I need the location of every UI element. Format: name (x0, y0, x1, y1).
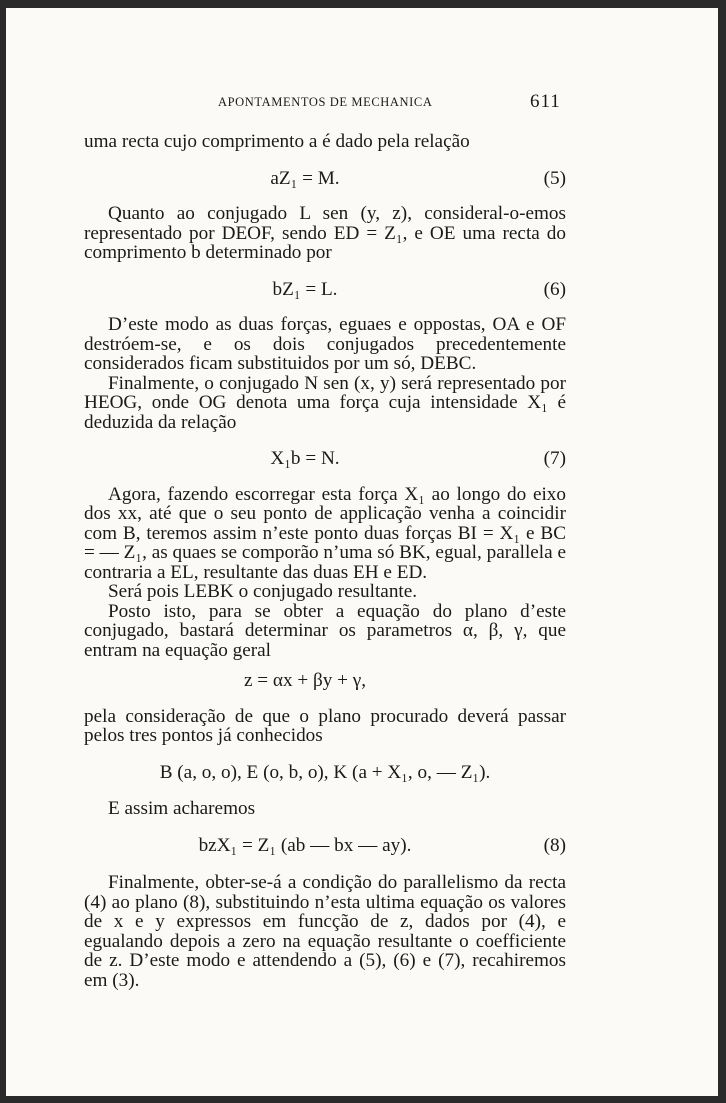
equation-7 (84, 449, 566, 469)
equation-formula: B (a, o, o), E (o, b, o), K (a + X₁, o, — Z₁). (159, 761, 491, 783)
equation-formula: X₁b = N. (270, 448, 340, 469)
equation-8 (84, 836, 566, 856)
equation-formula: aZ₁ = M. (270, 167, 340, 189)
paragraph: Finalmente, o conjugado N sen (x, y) será representado por HEOG, onde OG denota uma força cuja intensidade X₁ é deduzida da relação (84, 372, 566, 433)
paragraph: Será pois LEBK o conjugado resultante. (108, 581, 418, 602)
equation-number: (6) (543, 278, 566, 300)
page-number: 611 (530, 91, 561, 112)
equation-5 (84, 169, 566, 189)
book-page (6, 8, 718, 1096)
equation-general (84, 671, 566, 691)
paragraph: uma recta cujo comprimento a é dado pela relação (84, 131, 470, 152)
paragraph: Finalmente, obter-se-á a condição do parallelismo da recta (4) ao plano (8), substituindo n’esta ultima equação os valores de x e y expressos em funcção de z, dados por (4), e egualando depois a zero na equação resultante o coefficiente de z. D’este modo e attendendo a (5), (6) e (7), recahiremos em (3). (84, 872, 566, 991)
paragraph: Quanto ao conjugado L sen (y, z), consideral-o-emos representado por DEOF, sendo ED = Z₁, e OE uma recta do comprimento b determinado por (84, 203, 566, 263)
equation-formula: z = αx + βy + γ, (243, 670, 367, 691)
equation-points (84, 763, 566, 783)
page-header (6, 92, 718, 116)
paragraph: Agora, fazendo escorregar esta força X₁ ao longo do eixo dos xx, até que o seu ponto de applicação venha a coincidir com B, teremos assim n’este ponto duas forças BI = X₁ e BC = — Z₁, as quaes se comporão n’uma só BK, egual, parallela e contraria a EL, resultante das duas EH e ED. (84, 483, 566, 583)
paragraph: pela consideração de que o plano procurado deverá passar pelos tres pontos já conhecidos (84, 705, 566, 746)
equation-number: (8) (543, 834, 566, 856)
running-title: APONTAMENTOS DE MECHANICA (218, 95, 433, 109)
equation-number: (7) (543, 448, 566, 469)
equation-number: (5) (543, 167, 566, 189)
paragraph: Posto isto, para se obter a equação do plano d’este conjugado, bastará determinar os parametros α, β, γ, que entram na equação geral (84, 600, 566, 661)
paragraph: D’este modo as duas forças, eguaes e oppostas, OA e OF destróem-se, e os dois conjugados precedentemente considerados ficam substituidos por um só, DEBC. (84, 314, 566, 374)
page-body (84, 132, 566, 990)
equation-formula: bZ₁ = L. (272, 278, 338, 300)
paragraph: E assim acharemos (108, 798, 256, 819)
equation-formula: bzX₁ = Z₁ (ab — bx — ay). (198, 834, 412, 856)
equation-6 (84, 280, 566, 300)
